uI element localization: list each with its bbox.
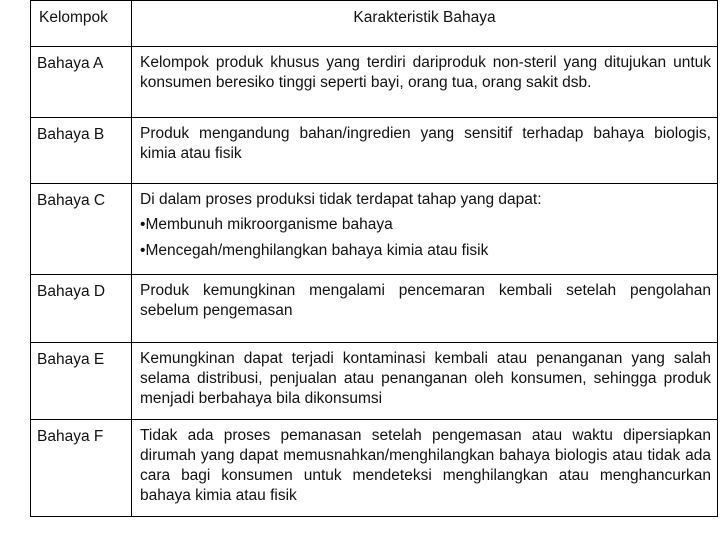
hazard-table — [30, 0, 718, 517]
table-row — [31, 274, 718, 343]
row-kelompok: Bahaya D — [31, 274, 132, 343]
row-description — [132, 184, 718, 275]
table-header-row — [31, 1, 718, 47]
row-description — [132, 117, 718, 184]
header-karakteristik: Karakteristik Bahaya — [132, 1, 718, 47]
table-row — [31, 46, 718, 117]
row-kelompok: Bahaya F — [31, 420, 132, 517]
row-kelompok: Bahaya C — [31, 184, 132, 275]
description-text: Produk kemungkinan mengalami pencemaran kembali setelah pengolahan sebelum pengemasan — [140, 281, 711, 319]
bullet-list — [140, 212, 711, 264]
table-row — [31, 343, 718, 420]
row-kelompok: Bahaya E — [31, 343, 132, 420]
description-text: Kelompok produk khusus yang terdiri dariproduk non-steril yang ditujukan untuk konsumen beresiko tinggi seperti bayi, orang tua, orang sakit dsb. — [140, 53, 711, 91]
row-kelompok: Bahaya A — [31, 46, 132, 117]
row-description — [132, 274, 718, 343]
description-text: Tidak ada proses pemanasan setelah pengemasan atau waktu dipersiapkan dirumah yang dapat memusnahkan/menghilangkan bahaya biologis atau tidak ada cara bagi konsumen untuk mendeteksi menghilangkan atau menghancurkan bahaya kimia atau fisik — [140, 427, 711, 505]
header-kelompok: Kelompok — [31, 1, 132, 47]
bullet-item: • Mencegah/menghilangkan bahaya kimia atau fisik — [140, 238, 711, 264]
description-text: Kemungkinan dapat terjadi kontaminasi kembali atau penanganan yang salah selama distribusi, penjualan atau penanganan oleh konsumen, sehingga produk menjadi berbahaya bila dikonsumsi — [140, 350, 711, 408]
bullet-item: • Membunuh mikroorganisme bahaya — [140, 212, 711, 238]
description-text: Produk mengandung bahan/ingredien yang sensitif terhadap bahaya biologis, kimia atau fisik — [140, 124, 711, 162]
row-description — [132, 46, 718, 117]
table-row — [31, 117, 718, 184]
table-row — [31, 420, 718, 517]
description-intro: Di dalam proses produksi tidak terdapat tahap yang dapat: — [140, 191, 542, 209]
row-description — [132, 420, 718, 517]
row-description — [132, 343, 718, 420]
table-row — [31, 184, 718, 275]
row-kelompok: Bahaya B — [31, 117, 132, 184]
